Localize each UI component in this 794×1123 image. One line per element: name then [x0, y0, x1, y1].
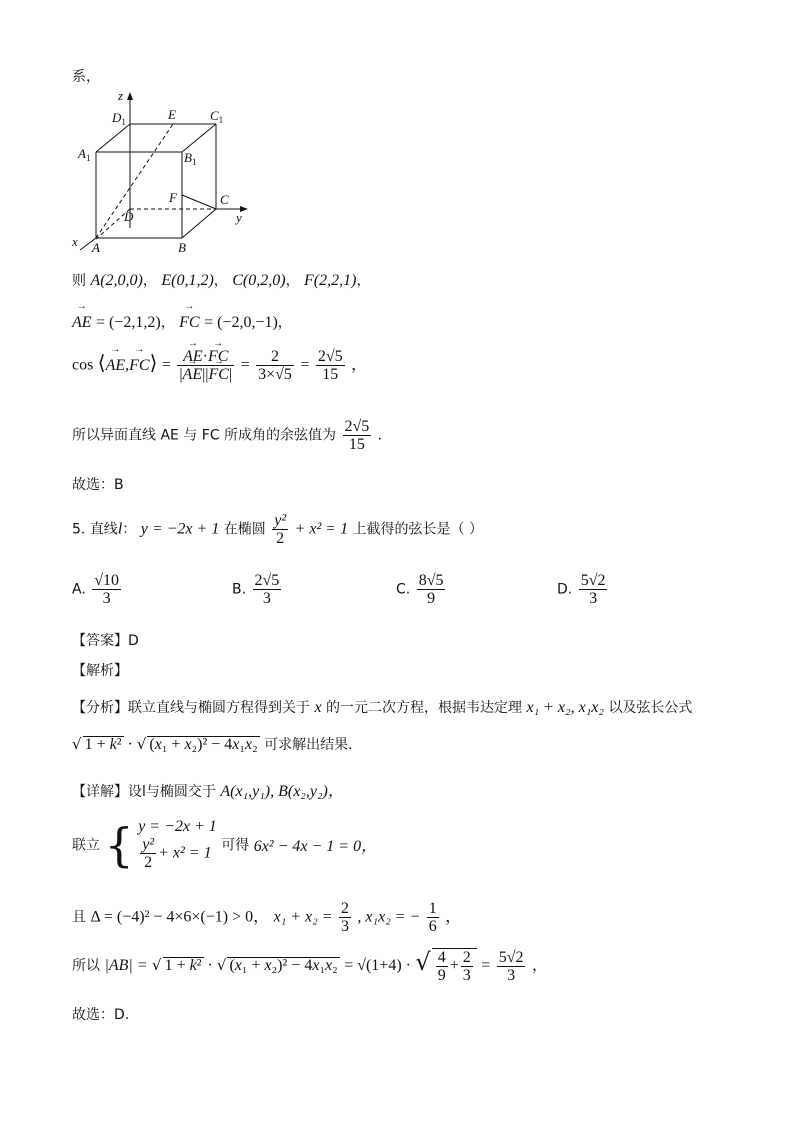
cos-frac-vectors: → $\frac{AE\cdot\to FC}{|\to AE||\to FC|}$ [177, 348, 234, 383]
label-y: y [236, 210, 242, 225]
detail-line-1: 【详解】设l与椭圆交于 A(x₁,y₁), B(x₂,y₂)， [72, 783, 344, 800]
intro-text: 系， [72, 69, 100, 85]
vectors-line: → AE = (−2,1,2)， → FC = (−2,0,−1)， [72, 312, 292, 332]
option-b[interactable]: B. $\frac{2√5}{3}$ [232, 572, 280, 607]
label-a1: $A_1$ [78, 146, 91, 163]
ab-line: 所以 |AB| = √ 1 + k² · √ (x₁ + x₂)² − 4x₁x₂ = √(1+4) · √ $\frac{4}{9}$ + $\frac{2}{3}$ = $\frac{5√2}{3}$ ， [72, 948, 548, 984]
question-5: 5. 直线l： y = −2x + 1 在椭圆 $\frac{\text{y²}}{2}$ + x² = 1 上截得的弦长是（ ） [72, 512, 483, 547]
analysis-tag: 【解析】 [72, 663, 128, 679]
label-x: x [72, 234, 78, 249]
delta-line: 且 Δ = (−4)² − 4×6×(−1) > 0， x₁ + x₂ = $\frac{2}{3}$ , x₁x₂ = − $\frac{1}{6}$ ， [72, 900, 462, 935]
label-b1: $B_1$ [184, 150, 197, 167]
label-d1: $D_1$ [112, 110, 126, 127]
cube-figure [66, 86, 266, 256]
system-line: 联立 { y = −2x + 1 $\frac{\text{y²}}{2}$ + x² = 1 可得 6x² − 4x − 1 = 0， [72, 817, 378, 872]
answer-q5: 故选：D. [72, 1007, 130, 1023]
label-e: E [168, 107, 176, 122]
answer-line: 【答案】D [72, 633, 139, 649]
option-c[interactable]: C. $\frac{8√5}{9}$ [396, 572, 444, 607]
conclusion-line: 所以异面直线 AE 与 FC 所成角的余弦值为 $\frac{2√5}{15}$ . [72, 418, 382, 453]
label-b: B [178, 240, 186, 255]
option-d[interactable]: D. $\frac{5√2}{3}$ [557, 572, 606, 607]
cos-frac-2: $\frac{2√5}{15}$ [317, 348, 343, 383]
label-c: C [220, 192, 229, 207]
coordinates-line: 则 A(2,0,0)， E(0,1,2)， C(0,2,0)， F(2,2,1)， [72, 272, 371, 289]
option-a[interactable]: A. $\frac{√10}{3}$ [72, 572, 120, 607]
label-a: A [92, 240, 100, 255]
ellipse-frac: $\frac{\text{y²}}{2}$ [274, 512, 287, 547]
cos-line: cos ⟨→ AE,→ FC⟩ = → $\frac{AE\cdot\to FC}{|\to AE||\to FC|}$ = $\frac{2}{3\times√5}$ = $\frac{2√5}{15}$ ， [72, 348, 367, 383]
label-f: F [169, 190, 177, 205]
analysis-line-2: √ 1 + k² · √ (x₁ + x₂)² − 4x₁x₂ 可求解出结果. [72, 735, 353, 753]
label-d: D [124, 209, 134, 224]
analysis-line-1: 【分析】联立直线与椭圆方程得到关于 x 的一元二次方程，根据韦达定理 x₁ + x₂, x₁x₂ 以及弦长公式 [72, 699, 693, 716]
conclusion-frac: $\frac{2√5}{15}$ [344, 418, 370, 453]
label-z: z [118, 88, 124, 103]
answer-q4: 故选：B [72, 477, 124, 493]
label-c1: $C_1$ [210, 108, 224, 125]
cos-frac-1: $\frac{2}{3\times√5}$ [258, 348, 292, 383]
